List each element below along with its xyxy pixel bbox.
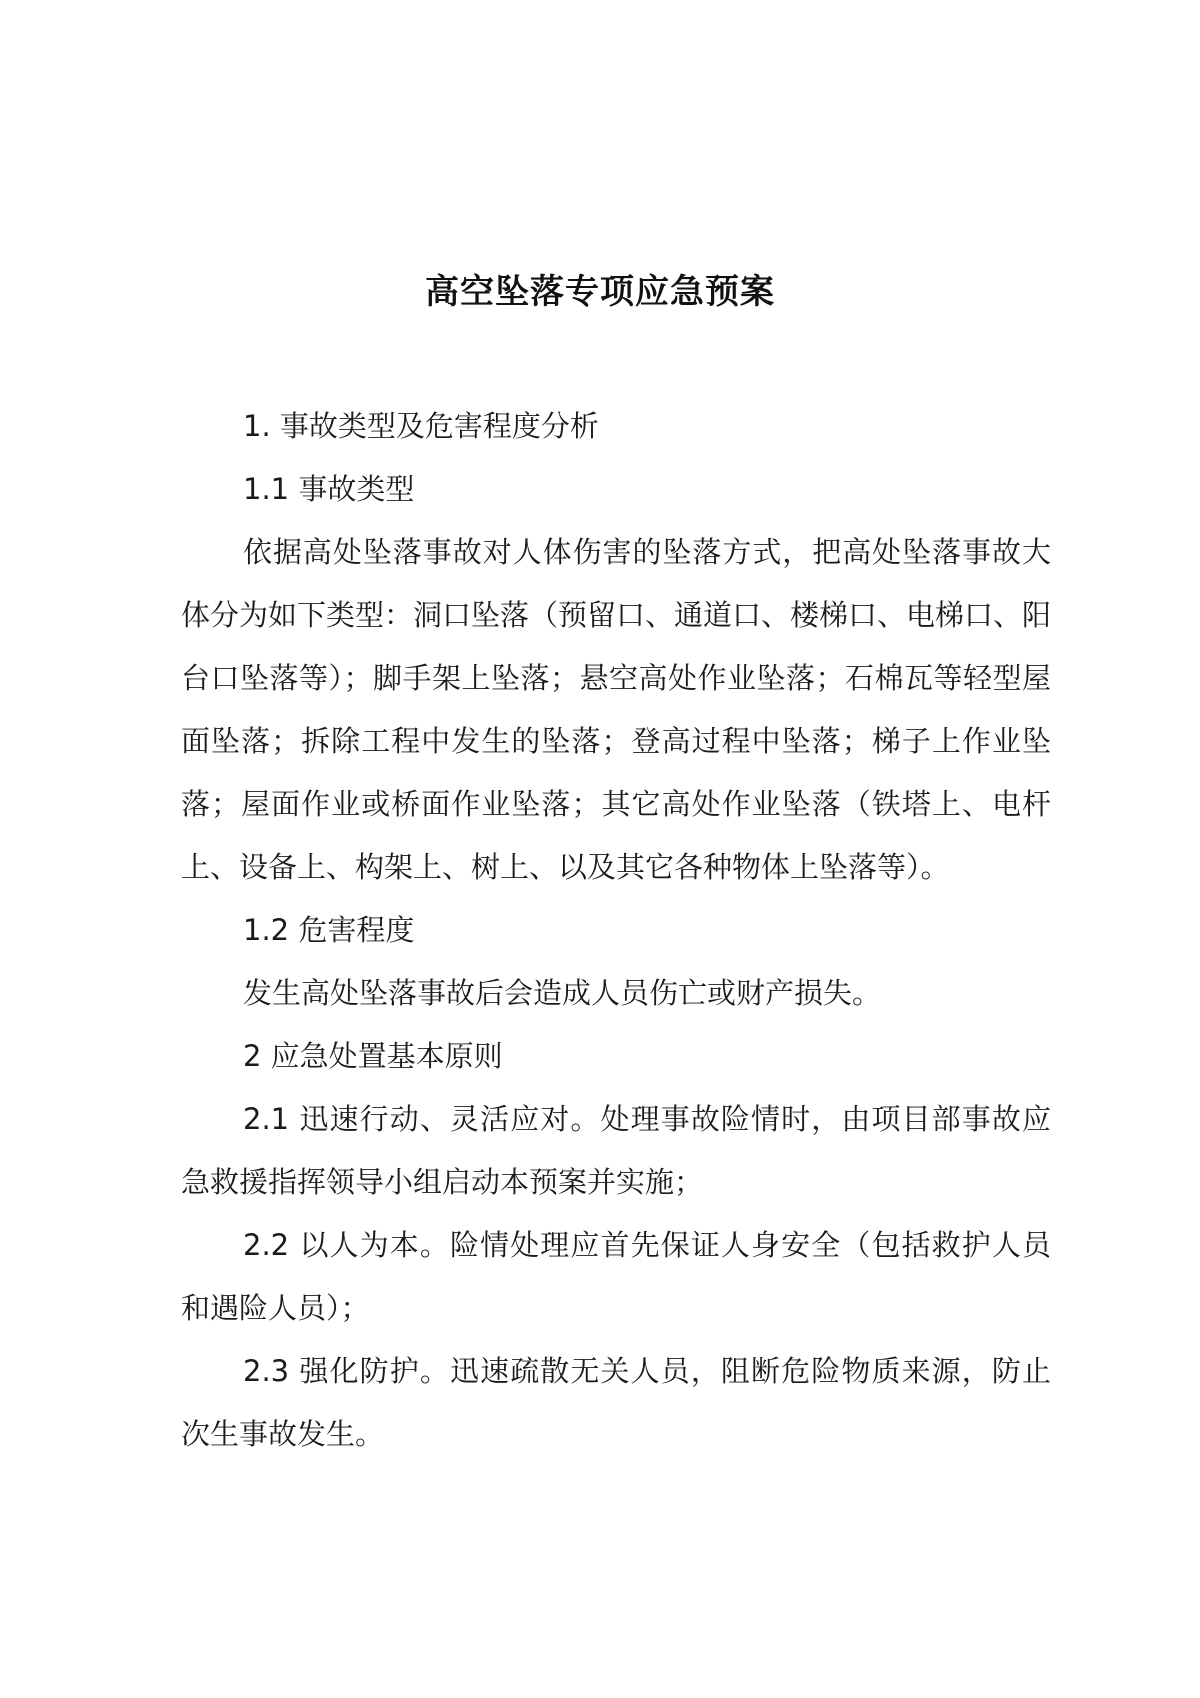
document-body: [181, 395, 1051, 1466]
heading-section-1-1: 1.1 事故类型: [243, 472, 415, 506]
heading-section-2: 2 应急处置基本原则: [243, 1039, 503, 1073]
paragraph-harm-degree: 发生高处坠落事故后会造成人员伤亡或财产损失。: [243, 976, 882, 1010]
paragraph-accident-types: 依据高处坠落事故对人体伤害的坠落方式，把高处坠落事故大体分为如下类型：洞口坠落（预留口、通道口、楼梯口、电梯口、阳台口坠落等）；脚手架上坠落；悬空高处作业坠落；石棉瓦等轻型屋面坠落；拆除工程中发生的坠落；登高过程中坠落；梯子上作业坠落；屋面作业或桥面作业坠落；其它高处作业坠落（铁塔上、电杆上、设备上、构架上、树上、以及其它各种物体上坠落等）。: [181, 535, 1052, 884]
heading-section-1: 1. 事故类型及危害程度分析: [243, 409, 599, 443]
paragraph-principle-2-3: 2.3 强化防护。迅速疏散无关人员，阻断危险物质来源，防止次生事故发生。: [181, 1354, 1051, 1451]
paragraph-principle-2-1: 2.1 迅速行动、灵活应对。处理事故险情时，由项目部事故应急救援指挥领导小组启动本预案并实施；: [181, 1102, 1051, 1199]
paragraph-principle-2-2: 2.2 以人为本。险情处理应首先保证人身安全（包括救护人员和遇险人员）；: [181, 1228, 1051, 1325]
document-title: 高空坠落专项应急预案: [425, 272, 775, 312]
heading-section-1-2: 1.2 危害程度: [243, 913, 415, 947]
